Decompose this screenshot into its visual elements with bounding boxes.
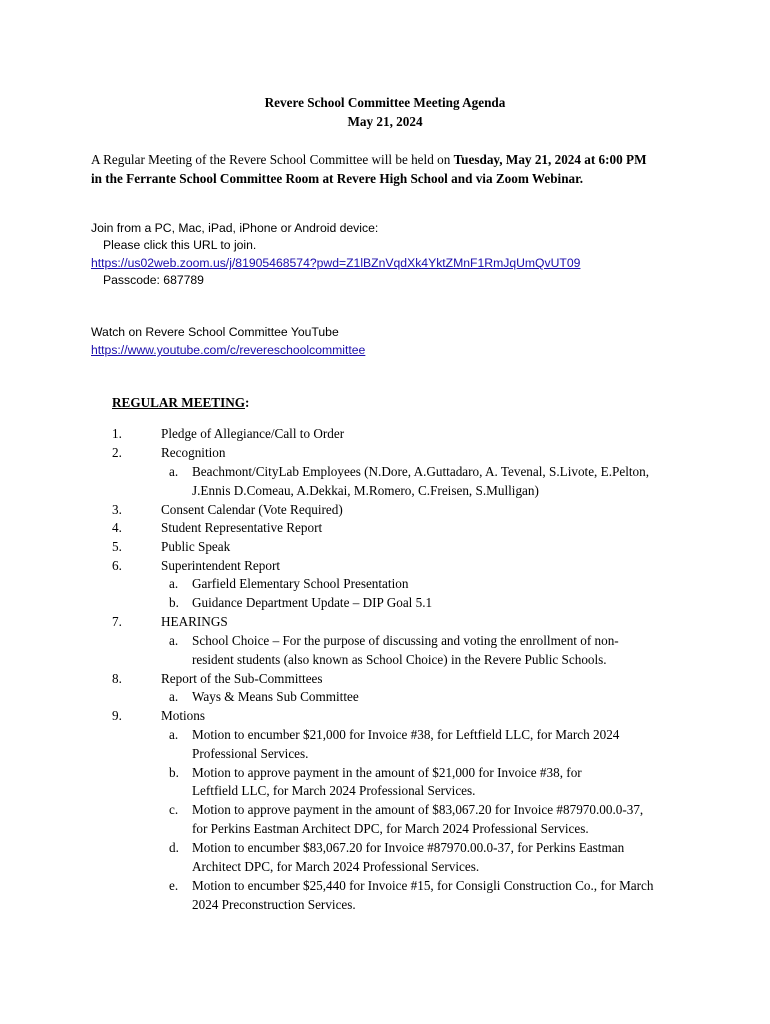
subitem-text: Guidance Department Update – DIP Goal 5.1: [192, 595, 433, 610]
agenda-item-number: 8.: [112, 671, 122, 686]
meeting-datetime: Tuesday, May 21, 2024 at 6:00 PM: [453, 152, 647, 167]
subitem-text-cont: Professional Services.: [192, 746, 309, 761]
intro-text: A Regular Meeting of the Revere School Committee will be held on: [91, 152, 454, 167]
agenda-item-text: Motions: [161, 708, 205, 723]
zoom-url-link[interactable]: https://us02web.zoom.us/j/81905468574?pwd=Z1lBZnVqdXk4YktZMnF1RmJqUmQvUT09: [91, 256, 581, 270]
regular-meeting-heading: [112, 395, 249, 411]
subitem-letter: e.: [169, 878, 179, 893]
subitem-text: Beachmont/CityLab Employees (N.Dore, A.Guttadaro, A. Tevenal, S.Livote, E.Pelton,: [192, 464, 650, 479]
agenda-item-text: Public Speak: [161, 539, 231, 554]
regular-meeting-heading-text: REGULAR MEETING: [112, 395, 245, 410]
subitem-text-cont: J.Ennis D.Comeau, A.Dekkai, M.Romero, C.Freisen, S.Mulligan): [192, 483, 539, 498]
agenda-item-number: 3.: [112, 502, 122, 517]
agenda-item-number: 6.: [112, 558, 122, 573]
subitem-text: Motion to approve payment in the amount of $21,000 for Invoice #38, for: [192, 765, 582, 780]
subitem-letter: a.: [169, 576, 179, 591]
youtube-url-link[interactable]: https://www.youtube.com/c/revereschoolcommittee: [91, 343, 366, 357]
agenda-item-number: 9.: [112, 708, 122, 723]
subitem-text: Ways & Means Sub Committee: [192, 689, 359, 704]
subitem-text-cont: 2024 Preconstruction Services.: [192, 897, 356, 912]
subitem-letter: a.: [169, 633, 179, 648]
agenda-item-text: Student Representative Report: [161, 520, 323, 535]
regular-meeting-heading-colon: :: [245, 395, 250, 410]
zoom-passcode: Passcode: 687789: [103, 273, 204, 287]
zoom-join-text: Join from a PC, Mac, iPad, iPhone or Android device:: [91, 221, 379, 235]
subitem-letter: c.: [169, 802, 179, 817]
subitem-text-cont: resident students (also known as School Choice) in the Revere Public Schools.: [192, 652, 607, 667]
intro-line-1: [91, 152, 647, 168]
subitem-letter: a.: [169, 464, 179, 479]
agenda-item-number: 7.: [112, 614, 122, 629]
agenda-item-text: Report of the Sub-Committees: [161, 671, 323, 686]
agenda-item-number: 5.: [112, 539, 122, 554]
zoom-click-text: Please click this URL to join.: [103, 238, 257, 252]
agenda-item-text: Consent Calendar (Vote Required): [161, 502, 343, 517]
subitem-text-cont: Architect DPC, for March 2024 Professional Services.: [192, 859, 480, 874]
subitem-letter: b.: [169, 765, 179, 780]
youtube-watch-text: Watch on Revere School Committee YouTube: [91, 325, 339, 339]
subitem-letter: a.: [169, 689, 179, 704]
subitem-text-cont: for Perkins Eastman Architect DPC, for March 2024 Professional Services.: [192, 821, 589, 836]
agenda-item-text: Superintendent Report: [161, 558, 281, 573]
agenda-item-number: 4.: [112, 520, 122, 535]
agenda-item-text: HEARINGS: [161, 614, 228, 629]
subitem-text: Motion to encumber $21,000 for Invoice #38, for Leftfield LLC, for March 2024: [192, 727, 620, 742]
subitem-letter: a.: [169, 727, 179, 742]
subitem-text: Motion to encumber $25,440 for Invoice #15, for Consigli Construction Co., for March: [192, 878, 654, 893]
agenda-item-text: Pledge of Allegiance/Call to Order: [161, 426, 345, 441]
subitem-text-cont: Leftfield LLC, for March 2024 Professional Services.: [192, 783, 476, 798]
subitem-letter: b.: [169, 595, 179, 610]
meeting-location: in the Ferrante School Committee Room at Revere High School and via Zoom Webinar.: [91, 171, 584, 186]
subitem-text: Garfield Elementary School Presentation: [192, 576, 409, 591]
subitem-text: Motion to encumber $83,067.20 for Invoice #87970.00.0-37, for Perkins Eastman: [192, 840, 625, 855]
document-title: Revere School Committee Meeting Agenda: [264, 95, 506, 110]
subitem-letter: d.: [169, 840, 179, 855]
agenda-item-number: 2.: [112, 445, 122, 460]
agenda-item-text: Recognition: [161, 445, 226, 460]
subitem-text: School Choice – For the purpose of discussing and voting the enrollment of non-: [192, 633, 619, 648]
subitem-text: Motion to approve payment in the amount of $83,067.20 for Invoice #87970.00.0-37,: [192, 802, 644, 817]
document-date: May 21, 2024: [347, 114, 423, 129]
agenda-item-number: 1.: [112, 426, 122, 441]
